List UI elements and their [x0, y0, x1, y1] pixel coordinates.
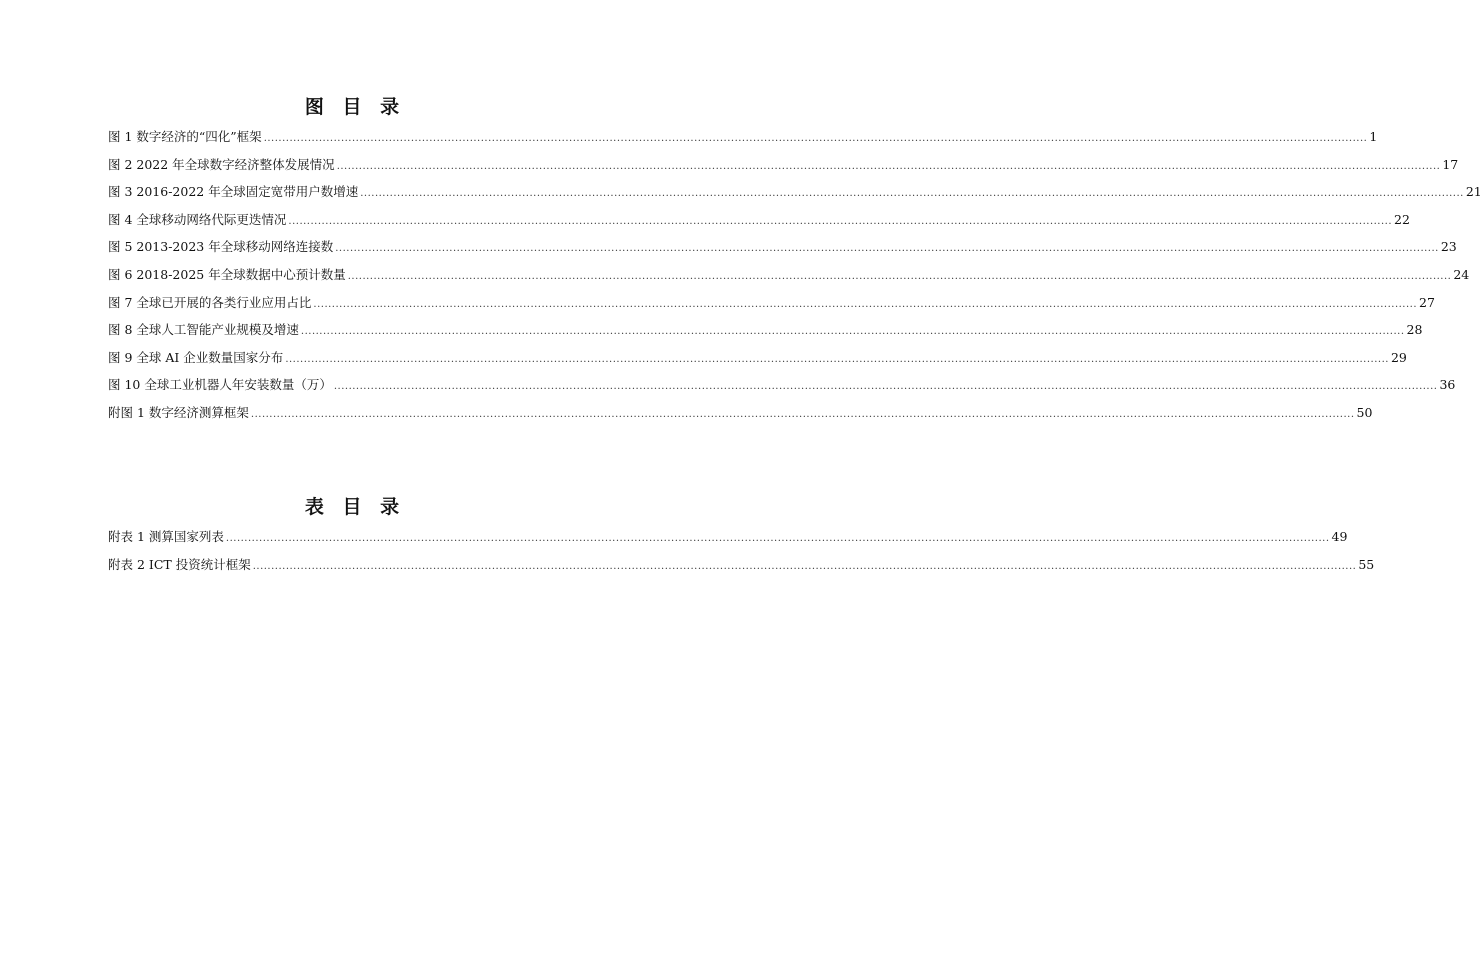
toc-leader-dots: ............................................................................................................................................................................................................................................................................................................: [285, 353, 1389, 365]
toc-entry[interactable]: [108, 375, 1456, 403]
toc-entry[interactable]: [108, 210, 1410, 238]
toc-entry-page: 24: [1453, 266, 1470, 282]
toc-leader-dots: ............................................................................................................................................................................................................................................................................................................: [263, 133, 1368, 144]
toc-entry-label: 图 9 全球 AI 企业数量国家分布: [108, 349, 284, 365]
toc-entry[interactable]: [108, 320, 1423, 348]
toc-entry-label: 图 5 2013-2023 年全球移动网络连接数: [108, 239, 334, 255]
toc-entry-label: 图 8 全球人工智能产业规模及增速: [108, 322, 299, 338]
toc-leader-dots: ............................................................................................................................................................................................................................................................................................................: [252, 560, 1357, 572]
toc-entry[interactable]: [108, 527, 1348, 555]
toc-entry[interactable]: [108, 155, 1459, 183]
toc-leader-dots: ............................................................................................................................................................................................................................................................................................................: [250, 408, 1355, 420]
toc-leader-dots: ............................................................................................................................................................................................................................................................................................................: [333, 381, 1438, 393]
toc-entry-page: 17: [1442, 156, 1459, 172]
figures-heading: 图 目 录: [304, 96, 406, 118]
toc-entry-label: 附图 1 数字经济测算框架: [108, 404, 249, 420]
toc-leader-dots: ............................................................................................................................................................................................................................................................................................................: [336, 160, 1441, 172]
toc-entry-page: 27: [1419, 294, 1435, 310]
toc-entry-label: 附表 1 测算国家列表: [108, 529, 224, 544]
toc-entry-page: 55: [1358, 556, 1375, 572]
toc-entry-label: 图 3 2016-2022 年全球固定宽带用户数增速: [108, 184, 359, 200]
toc-entry-page: 1: [1369, 129, 1378, 144]
toc-entry[interactable]: [108, 127, 1378, 155]
toc-entry-label: 图 1 数字经济的“四化”框架: [108, 129, 262, 144]
toc-leader-dots: ............................................................................................................................................................................................................................................................................................................: [335, 243, 1439, 255]
toc-entry[interactable]: [108, 348, 1407, 376]
toc-entry[interactable]: [108, 555, 1375, 583]
toc-entry-page: 21: [1465, 184, 1482, 200]
toc-entry[interactable]: [108, 403, 1373, 431]
toc-entry-page: 22: [1394, 211, 1410, 227]
toc-entry[interactable]: [108, 182, 1482, 210]
toc-leader-dots: ............................................................................................................................................................................................................................................................................................................: [347, 270, 1452, 282]
toc-entry-label: 图 6 2018-2025 年全球数据中心预计数量: [108, 266, 346, 282]
toc-leader-dots: ............................................................................................................................................................................................................................................................................................................: [360, 188, 1464, 200]
toc-entry-page: 28: [1406, 322, 1423, 338]
toc-leader-dots: ............................................................................................................................................................................................................................................................................................................: [300, 326, 1405, 338]
toc-entry-page: 36: [1439, 377, 1456, 393]
toc-entry-page: 23: [1440, 239, 1457, 255]
toc-entry-label: 图 7 全球已开展的各类行业应用占比: [108, 294, 312, 310]
toc-entry-page: 50: [1356, 404, 1373, 420]
toc-leader-dots: ............................................................................................................................................................................................................................................................................................................: [288, 215, 1393, 227]
tables-heading: 表 目 录: [304, 496, 406, 518]
toc-entry-label: 图 10 全球工业机器人年安装数量（万）: [108, 377, 332, 393]
toc-entry-label: 图 2 2022 年全球数字经济整体发展情况: [108, 156, 335, 172]
toc-entry-page: 49: [1331, 529, 1348, 544]
toc-leader-dots: ............................................................................................................................................................................................................................................................................................................: [225, 533, 1330, 544]
toc-entry[interactable]: [108, 237, 1457, 265]
tables-list: [108, 527, 1375, 582]
toc-entry-label: 附表 2 ICT 投资统计框架: [108, 556, 251, 572]
toc-entry-label: 图 4 全球移动网络代际更迭情况: [108, 211, 287, 227]
toc-leader-dots: ............................................................................................................................................................................................................................................................................................................: [313, 298, 1418, 310]
toc-entry[interactable]: [108, 265, 1470, 293]
toc-entry-page: 29: [1390, 349, 1407, 365]
figures-list: [108, 127, 1482, 431]
toc-entry[interactable]: [108, 293, 1435, 321]
